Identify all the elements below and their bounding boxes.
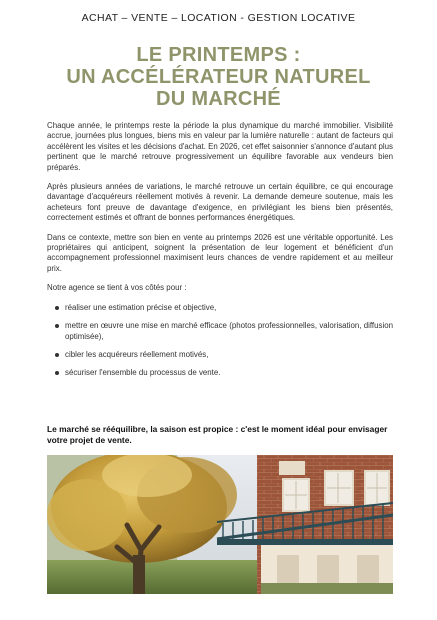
paragraph-2: Après plusieurs années de variations, le marché retrouve un certain équilibre, ce qui encourage davantage d'acquéreurs réellement motivés à revenir. La demande demeure soutenue, mais les acheteurs font preuve de davantage d'exigence, en privilégiant les biens bien présentés, correctement estimés et offrant de bonnes performances énergétiques.	[47, 182, 393, 223]
list-item-text: réaliser une estimation précise et objective,	[65, 302, 217, 312]
title-line-3: DU MARCHÉ	[156, 88, 281, 110]
title-line-1: LE PRINTEMPS :	[136, 44, 301, 66]
list-item	[47, 303, 393, 313]
conclusion-text: Le marché se rééquilibre, la saison est propice : c'est le moment idéal pour envisager votre projet de vente.	[47, 424, 388, 445]
article-body	[47, 121, 393, 387]
list-item-text: sécuriser l'ensemble du processus de vente.	[65, 368, 221, 378]
bullet-icon	[55, 324, 59, 328]
page-title	[0, 44, 437, 110]
bullet-icon	[55, 371, 59, 375]
list-item	[47, 321, 393, 342]
list-intro: Notre agence se tient à vos côtés pour :	[47, 283, 187, 293]
list-item	[47, 368, 393, 378]
bullet-icon	[55, 306, 59, 310]
title-line-2: UN ACCÉLÉRATEUR NATUREL	[66, 66, 371, 88]
photo-illustration	[47, 455, 393, 594]
paragraph-3: Dans ce contexte, mettre son bien en vente au printemps 2026 est une véritable opportunité. Les propriétaires qui anticipent, soignent la présentation de leur logement et bénéficient d'un accompagnement professionnel maximisent leurs chances de vendre rapidement et au meilleur prix.	[47, 232, 393, 273]
header-tagline: ACHAT – VENTE – LOCATION - GESTION LOCATIVE	[81, 12, 356, 24]
service-list	[47, 303, 393, 379]
spring-house-photo	[47, 455, 393, 594]
list-item	[47, 350, 393, 360]
paragraph-1: Chaque année, le printemps reste la période la plus dynamique du marché immobilier. Visibilité accrue, journées plus longues, biens mis en valeur par la lumière naturelle : autant de facteurs qui accélèrent les visites et les décisions d'achat. En 2026, cet effet saisonnier s'annonce d'autant plus pertinent que le marché retrouve progressivement un équilibre favorable aux vendeurs bien préparés.	[47, 121, 393, 172]
list-item-text: cibler les acquéreurs réellement motivés,	[65, 349, 209, 359]
list-item-text: mettre en œuvre une mise en marché efficace (photos professionnelles, valorisation, diffusion optimisée),	[65, 321, 393, 341]
bullet-icon	[55, 353, 59, 357]
